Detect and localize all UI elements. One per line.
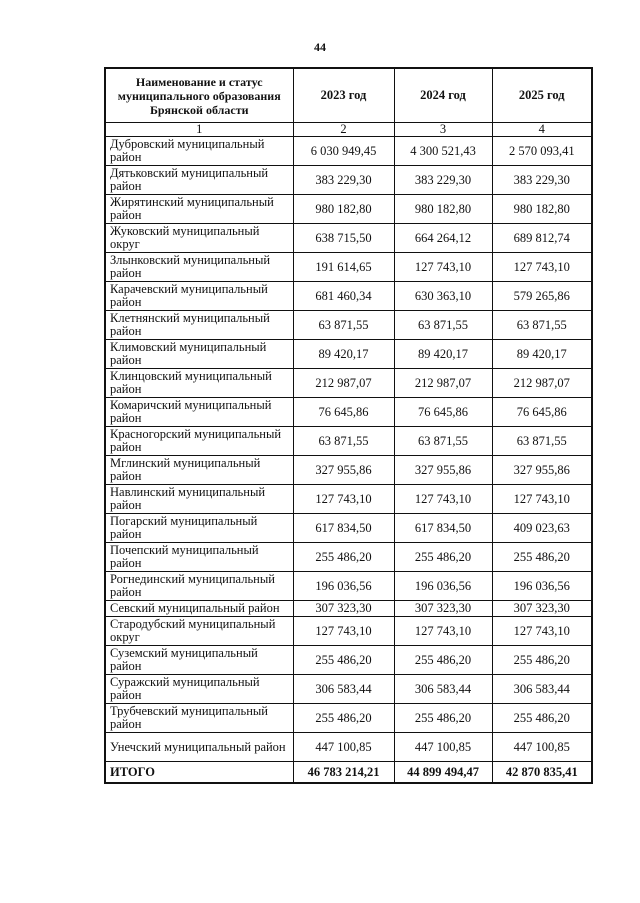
value-2024: 196 036,56 <box>394 572 492 601</box>
value-2024: 127 743,10 <box>394 253 492 282</box>
value-2023: 638 715,50 <box>293 224 394 253</box>
municipality-name: Карачевский муниципальный район <box>105 282 293 311</box>
header-name: Наименование и статус муниципального образования Брянской области <box>105 68 293 123</box>
value-2024: 447 100,85 <box>394 733 492 762</box>
value-2024: 4 300 521,43 <box>394 137 492 166</box>
table-row <box>105 195 592 224</box>
value-2023: 306 583,44 <box>293 675 394 704</box>
value-2024: 383 229,30 <box>394 166 492 195</box>
table-row <box>105 675 592 704</box>
table-row <box>105 617 592 646</box>
municipality-name: Погарский муниципальный район <box>105 514 293 543</box>
column-number: 2 <box>293 123 394 137</box>
value-2023: 255 486,20 <box>293 704 394 733</box>
municipality-name: Клетнянский муниципальный район <box>105 311 293 340</box>
value-2025: 383 229,30 <box>492 166 592 195</box>
column-number: 3 <box>394 123 492 137</box>
value-2023: 307 323,30 <box>293 601 394 617</box>
value-2023: 255 486,20 <box>293 543 394 572</box>
value-2025: 63 871,55 <box>492 311 592 340</box>
value-2024: 89 420,17 <box>394 340 492 369</box>
table-row <box>105 704 592 733</box>
value-2024: 980 182,80 <box>394 195 492 224</box>
total-2023: 46 783 214,21 <box>293 762 394 784</box>
header-2023: 2023 год <box>293 68 394 123</box>
table-row <box>105 601 592 617</box>
value-2024: 127 743,10 <box>394 617 492 646</box>
table-row <box>105 224 592 253</box>
municipality-name: Дятьковский муниципальный район <box>105 166 293 195</box>
value-2025: 127 743,10 <box>492 485 592 514</box>
value-2025: 306 583,44 <box>492 675 592 704</box>
table-row <box>105 137 592 166</box>
value-2025: 127 743,10 <box>492 617 592 646</box>
table-row <box>105 646 592 675</box>
value-2024: 327 955,86 <box>394 456 492 485</box>
value-2024: 255 486,20 <box>394 704 492 733</box>
value-2023: 63 871,55 <box>293 311 394 340</box>
total-2024: 44 899 494,47 <box>394 762 492 784</box>
municipality-name: Жуковский муниципальный округ <box>105 224 293 253</box>
table-row <box>105 166 592 195</box>
value-2025: 307 323,30 <box>492 601 592 617</box>
value-2025: 212 987,07 <box>492 369 592 398</box>
table-row <box>105 311 592 340</box>
value-2024: 255 486,20 <box>394 646 492 675</box>
header-2024: 2024 год <box>394 68 492 123</box>
value-2023: 6 030 949,45 <box>293 137 394 166</box>
column-number: 1 <box>105 123 293 137</box>
value-2024: 76 645,86 <box>394 398 492 427</box>
value-2023: 127 743,10 <box>293 617 394 646</box>
value-2023: 383 229,30 <box>293 166 394 195</box>
value-2025: 196 036,56 <box>492 572 592 601</box>
value-2024: 630 363,10 <box>394 282 492 311</box>
municipality-name: Севский муниципальный район <box>105 601 293 617</box>
value-2024: 63 871,55 <box>394 427 492 456</box>
table-row <box>105 514 592 543</box>
value-2024: 306 583,44 <box>394 675 492 704</box>
table-row <box>105 456 592 485</box>
value-2025: 689 812,74 <box>492 224 592 253</box>
value-2025: 579 265,86 <box>492 282 592 311</box>
table-row <box>105 543 592 572</box>
municipality-name: Рогнединский муниципальный район <box>105 572 293 601</box>
table-header-row <box>105 68 592 123</box>
table-row <box>105 282 592 311</box>
value-2023: 255 486,20 <box>293 646 394 675</box>
value-2023: 681 460,34 <box>293 282 394 311</box>
municipality-name: Стародубский муниципальный округ <box>105 617 293 646</box>
budget-table <box>104 67 593 784</box>
value-2024: 255 486,20 <box>394 543 492 572</box>
value-2024: 127 743,10 <box>394 485 492 514</box>
municipality-name: Суземский муниципальный район <box>105 646 293 675</box>
municipality-name: Трубчевский муниципальный район <box>105 704 293 733</box>
municipality-name: Суражский муниципальный район <box>105 675 293 704</box>
value-2025: 255 486,20 <box>492 543 592 572</box>
table-row <box>105 369 592 398</box>
value-2025: 255 486,20 <box>492 646 592 675</box>
table-row <box>105 340 592 369</box>
value-2023: 447 100,85 <box>293 733 394 762</box>
value-2025: 327 955,86 <box>492 456 592 485</box>
header-2025: 2025 год <box>492 68 592 123</box>
value-2024: 664 264,12 <box>394 224 492 253</box>
value-2023: 127 743,10 <box>293 485 394 514</box>
value-2025: 2 570 093,41 <box>492 137 592 166</box>
total-label: ИТОГО <box>105 762 293 784</box>
column-number: 4 <box>492 123 592 137</box>
value-2023: 212 987,07 <box>293 369 394 398</box>
value-2024: 63 871,55 <box>394 311 492 340</box>
municipality-name: Красногорский муниципальный район <box>105 427 293 456</box>
value-2024: 212 987,07 <box>394 369 492 398</box>
value-2023: 89 420,17 <box>293 340 394 369</box>
table-row <box>105 427 592 456</box>
value-2023: 191 614,65 <box>293 253 394 282</box>
value-2023: 980 182,80 <box>293 195 394 224</box>
total-row <box>105 762 592 784</box>
municipality-name: Злынковский муниципальный район <box>105 253 293 282</box>
value-2025: 89 420,17 <box>492 340 592 369</box>
table-row <box>105 485 592 514</box>
municipality-name: Унечский муниципальный район <box>105 733 293 762</box>
total-2025: 42 870 835,41 <box>492 762 592 784</box>
value-2025: 980 182,80 <box>492 195 592 224</box>
value-2025: 76 645,86 <box>492 398 592 427</box>
municipality-name: Дубровский муниципальный район <box>105 137 293 166</box>
table-row <box>105 572 592 601</box>
value-2024: 617 834,50 <box>394 514 492 543</box>
value-2023: 76 645,86 <box>293 398 394 427</box>
column-number-row <box>105 123 592 137</box>
value-2025: 409 023,63 <box>492 514 592 543</box>
municipality-name: Мглинский муниципальный район <box>105 456 293 485</box>
page-number: 44 <box>314 40 326 54</box>
table-row <box>105 733 592 762</box>
value-2023: 617 834,50 <box>293 514 394 543</box>
municipality-name: Комаричский муниципальный район <box>105 398 293 427</box>
municipality-name: Жирятинский муниципальный район <box>105 195 293 224</box>
value-2024: 307 323,30 <box>394 601 492 617</box>
value-2025: 127 743,10 <box>492 253 592 282</box>
municipality-name: Навлинский муниципальный район <box>105 485 293 514</box>
value-2023: 196 036,56 <box>293 572 394 601</box>
municipality-name: Почепский муниципальный район <box>105 543 293 572</box>
table-row <box>105 398 592 427</box>
value-2023: 327 955,86 <box>293 456 394 485</box>
value-2025: 63 871,55 <box>492 427 592 456</box>
municipality-name: Клинцовский муниципальный район <box>105 369 293 398</box>
municipality-name: Климовский муниципальный район <box>105 340 293 369</box>
value-2025: 255 486,20 <box>492 704 592 733</box>
value-2023: 63 871,55 <box>293 427 394 456</box>
value-2025: 447 100,85 <box>492 733 592 762</box>
table-row <box>105 253 592 282</box>
